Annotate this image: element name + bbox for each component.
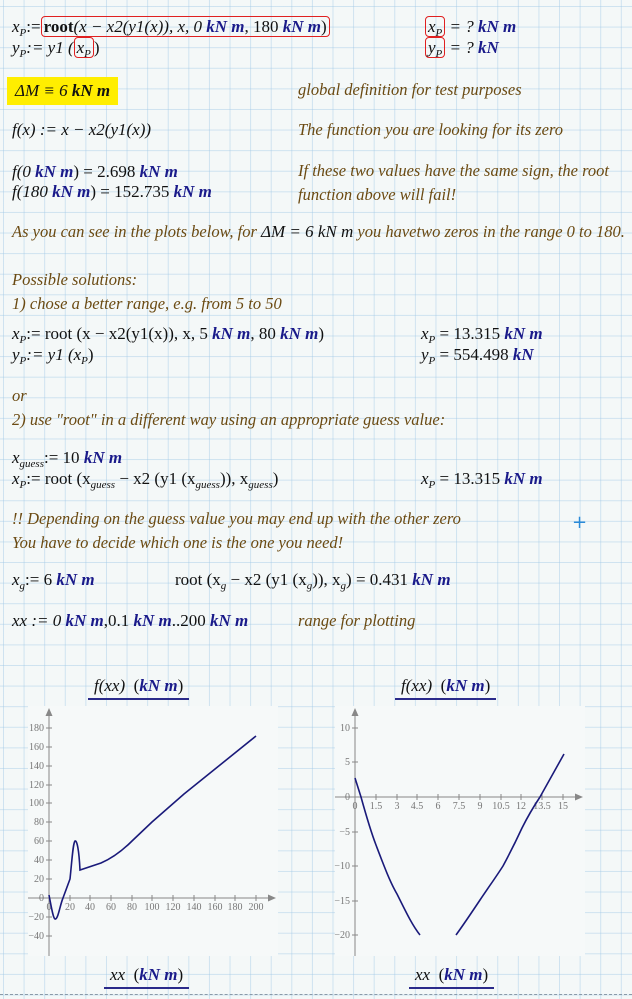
xp-var: x	[421, 469, 429, 488]
left-plot-curve	[46, 736, 256, 919]
svg-text:3: 3	[394, 801, 400, 812]
root-args: , 80	[250, 324, 281, 343]
yp-var: y	[428, 38, 436, 57]
f-def-note: The function you are looking for its zero	[298, 120, 564, 139]
unit: kN m	[133, 611, 172, 630]
yp-sub: P	[435, 48, 443, 60]
yp-var: y	[421, 345, 429, 364]
left-x-tick-labels	[47, 902, 264, 913]
svg-text:7.5: 7.5	[452, 801, 466, 812]
result-eq: = ?	[445, 17, 479, 36]
xguess-var: x	[12, 448, 20, 467]
define-op: :=	[26, 17, 41, 36]
xp-var: x	[421, 324, 429, 343]
yp-var: y	[12, 345, 20, 364]
right-plot-x-label[interactable]: xx (kN m)	[409, 965, 494, 989]
left-plot-axes	[28, 712, 272, 956]
svg-text:100: 100	[29, 798, 44, 809]
svg-text:5: 5	[345, 757, 350, 768]
yp-sub: P	[428, 355, 436, 367]
svg-text:15: 15	[558, 801, 568, 812]
xp-var: x	[12, 17, 20, 36]
svg-text:180: 180	[227, 902, 243, 913]
result-eq: = ?	[445, 38, 479, 57]
range-end: ..200	[171, 611, 210, 630]
xg-value: := 6	[25, 570, 57, 589]
svg-text:180: 180	[29, 723, 44, 734]
svg-text:20: 20	[65, 902, 75, 913]
yp-value: = 554.498	[435, 345, 513, 364]
svg-text:80: 80	[127, 902, 137, 913]
warning-line1: !! Depending on the guess value you may end up with the other zero	[12, 509, 461, 528]
svg-text:−15: −15	[334, 896, 350, 907]
xx-lhs: xx := 0	[12, 611, 66, 630]
svg-text:0: 0	[345, 792, 350, 803]
page-break-divider	[0, 994, 632, 995]
unit: kN m	[504, 469, 543, 488]
xp-var: x	[428, 17, 436, 36]
paren: )	[318, 324, 325, 343]
f-eval-value: ) = 152.735	[90, 182, 174, 201]
unit: kN	[478, 38, 499, 57]
unit: kN m	[412, 570, 451, 589]
yp-var: y	[12, 38, 20, 57]
unit: kN m	[56, 570, 95, 589]
range-note: range for plotting	[298, 611, 416, 630]
g-sub: g	[306, 580, 313, 592]
yp-sub: P	[19, 48, 27, 60]
svg-text:0: 0	[352, 801, 358, 812]
f-eval-lhs: f(180	[12, 182, 53, 201]
svg-text:100: 100	[144, 902, 160, 913]
xp-sub: P	[19, 27, 27, 39]
svg-text:20: 20	[34, 874, 44, 885]
unit: kN m	[35, 162, 74, 181]
plots-note-prefix: As you can see in the plots below, for	[12, 222, 261, 241]
unit: kN m	[139, 965, 178, 984]
unit: kN m	[139, 676, 178, 695]
svg-text:12: 12	[516, 801, 526, 812]
svg-text:140: 140	[186, 902, 202, 913]
svg-text:0: 0	[46, 902, 52, 913]
g-sub: g	[220, 580, 227, 592]
svg-text:−5: −5	[339, 827, 350, 838]
svg-text:10: 10	[340, 723, 350, 734]
left-plot-y-label[interactable]: f(xx) (kN m)	[88, 676, 189, 700]
x-axis-arrow-icon	[268, 895, 276, 902]
x-expr: xx	[110, 965, 126, 984]
svg-text:13.5: 13.5	[533, 801, 551, 812]
unit: kN m	[173, 182, 212, 201]
root-expr: )), x	[219, 469, 249, 488]
svg-text:160: 160	[207, 902, 223, 913]
svg-text:140: 140	[29, 761, 44, 772]
svg-text:60: 60	[34, 836, 44, 847]
unit: kN m	[209, 611, 249, 630]
left-plot-x-label[interactable]: xx (kN m)	[104, 965, 189, 989]
xp-sub: P	[435, 27, 443, 39]
svg-text:120: 120	[165, 902, 181, 913]
unit: kN m	[282, 17, 322, 36]
unit: kN m	[504, 324, 543, 343]
plots-note-suffix: you havetwo zeros in the range 0 to 180.	[353, 222, 625, 241]
xp-sub: P	[428, 334, 436, 346]
xp-var: x	[12, 469, 20, 488]
deltaM-expr: ΔM ≡ 6	[15, 81, 72, 100]
paren: )	[272, 469, 279, 488]
xp-value: = 13.315	[435, 469, 505, 488]
xguess-value: := 10	[44, 448, 84, 467]
unit: kN m	[52, 182, 91, 201]
f-expr: f(x) := x − x2(y1(x))	[12, 120, 152, 139]
plots-note-expr: ΔM = 6 kN m	[261, 222, 354, 241]
svg-text:−20: −20	[28, 912, 44, 923]
root-expr: := root (x − x2(y1(x)), x, 5	[26, 324, 213, 343]
guess-sub: guess	[195, 479, 220, 491]
svg-text:200: 200	[248, 902, 264, 913]
root-expr: root (x	[175, 570, 221, 589]
svg-text:4.5: 4.5	[410, 801, 424, 812]
svg-text:−40: −40	[28, 931, 44, 942]
root-fn: root	[43, 17, 74, 36]
guess-sub: guess	[19, 458, 44, 470]
root-args: , 180	[244, 17, 283, 36]
xp-sub: P	[428, 479, 436, 491]
xg-var: x	[12, 570, 20, 589]
svg-text:−20: −20	[334, 930, 350, 941]
y-axis-arrow-icon	[46, 708, 53, 716]
root-expr: := root (x	[26, 469, 91, 488]
paren: )	[321, 17, 327, 36]
unit: kN m	[83, 448, 123, 467]
svg-text:80: 80	[34, 817, 44, 828]
svg-text:120: 120	[29, 780, 44, 791]
f-eval-lhs: f(0	[12, 162, 36, 181]
unit: kN m	[446, 676, 485, 695]
svg-text:−10: −10	[334, 861, 350, 872]
unit: kN m	[139, 162, 178, 181]
unit: kN m	[206, 17, 245, 36]
yp-rhs: := y1 (x	[26, 345, 82, 364]
right-plot-area	[335, 706, 585, 956]
solution-option-1: 1) chose a better range, e.g. from 5 to 50	[12, 294, 282, 313]
paren: )	[87, 345, 94, 364]
unit: kN	[512, 345, 534, 364]
unit: kN m	[444, 965, 483, 984]
sign-note-line1: If these two values have the same sign, the root	[298, 161, 609, 180]
global-def-note: global definition for test purposes	[298, 80, 522, 99]
root-args: (x − x2(y1(x)), x, 0	[73, 17, 207, 36]
unit: kN m	[65, 611, 104, 630]
yp-sub: P	[19, 355, 27, 367]
svg-text:40: 40	[85, 902, 95, 913]
svg-text:160: 160	[29, 742, 44, 753]
svg-text:0: 0	[39, 893, 44, 904]
unit: kN m	[212, 324, 251, 343]
sign-note-line2: function above will fail!	[298, 185, 457, 204]
y-expr: f(xx)	[401, 676, 433, 695]
unit: kN m	[478, 17, 517, 36]
root-value: ) = 0.431	[346, 570, 413, 589]
g-sub: g	[19, 580, 26, 592]
g-sub: g	[340, 580, 347, 592]
y-expr: f(xx)	[94, 676, 126, 695]
crosshair-cursor-icon: +	[572, 512, 588, 533]
svg-text:60: 60	[106, 902, 116, 913]
guess-sub: guess	[90, 479, 116, 491]
unit: kN m	[71, 81, 111, 100]
unit: kN m	[280, 324, 319, 343]
svg-text:40: 40	[34, 855, 44, 866]
x-expr: xx	[415, 965, 431, 984]
root-expr: − x2 (y1 (x	[226, 570, 307, 589]
solution-option-2: 2) use "root" in a different way using an appropriate guess value:	[12, 410, 446, 429]
xp-value: = 13.315	[435, 324, 505, 343]
xp-sub: P	[19, 479, 27, 491]
paren: )	[93, 38, 100, 57]
svg-text:9: 9	[477, 801, 483, 812]
solutions-heading: Possible solutions:	[12, 270, 138, 289]
right-plot-y-label[interactable]: f(xx) (kN m)	[395, 676, 496, 700]
xp-var: x	[12, 324, 20, 343]
svg-text:10.5: 10.5	[492, 801, 510, 812]
xp-sub: P	[84, 48, 91, 60]
xp-sub: P	[81, 355, 88, 367]
guess-sub: guess	[248, 479, 273, 491]
svg-text:1.5: 1.5	[369, 801, 383, 812]
left-y-tick-labels	[28, 723, 44, 942]
root-expr: )), x	[312, 570, 341, 589]
warning-line2: You have to decide which one is the one you need!	[12, 533, 344, 552]
xp-var: x	[76, 38, 85, 57]
xp-sub: P	[19, 334, 27, 346]
range-step: ,0.1	[103, 611, 134, 630]
root-expr: − x2 (y1 (x	[115, 469, 196, 488]
yp-rhs: := y1 (	[26, 38, 74, 57]
f-eval-value: ) = 2.698	[73, 162, 140, 181]
or-text: or	[12, 386, 27, 405]
svg-text:6: 6	[435, 801, 441, 812]
